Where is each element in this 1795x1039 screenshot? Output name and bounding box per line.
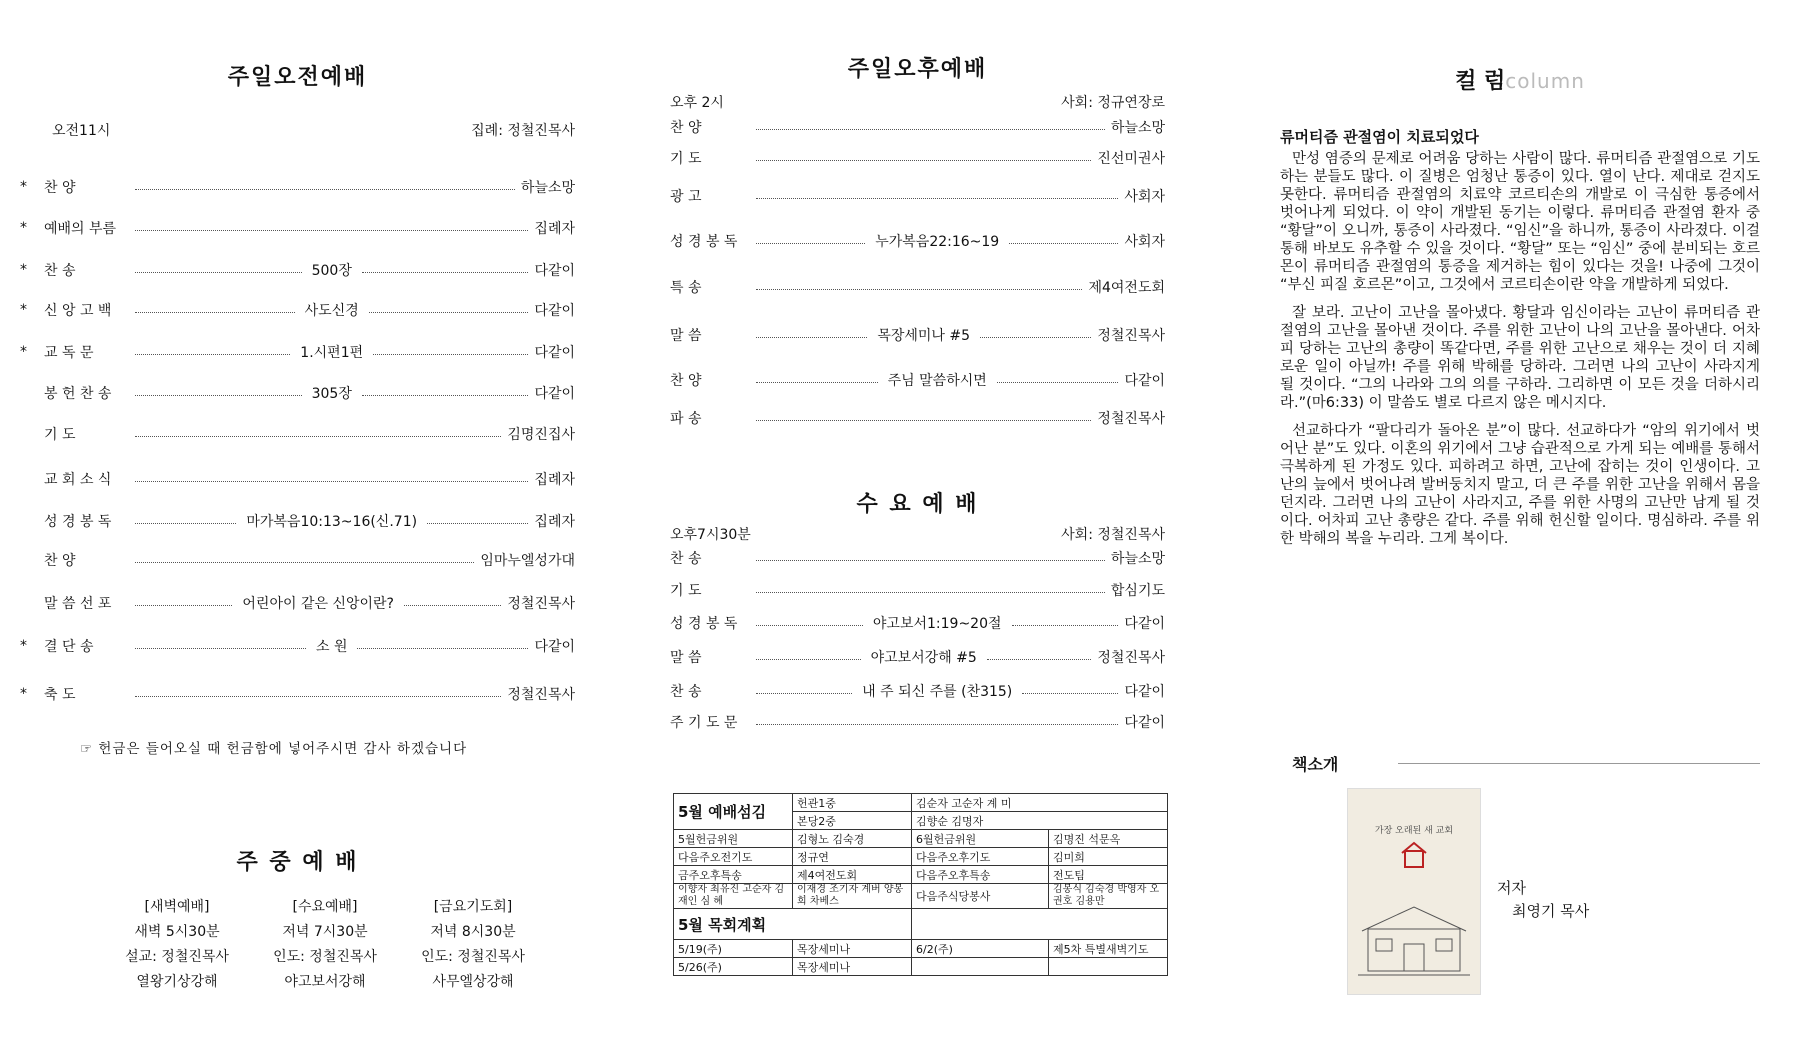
order-leader: 임마누엘성가대 [480,553,575,569]
table-cell: 다음주오전기도 [674,848,793,866]
order-label: 성 경 봉 독 [44,514,112,530]
offering-note: ☞ 헌금은 들어오실 때 헌금함에 넣어주시면 감사 하겠습니다 [80,741,468,757]
order-row [670,712,1165,732]
serve-title: 5월 예배섬김 [674,794,793,830]
order-detail: 1.시편1편 [300,345,364,361]
table-cell: 이향자 최유진 고순자 김재인 심 혜 [674,884,793,909]
table-cell: 전도팀 [1049,866,1168,884]
order-leader: 김명진집사 [507,427,575,443]
author-label: 저자 [1497,879,1526,897]
order-detail: 내 주 되신 주를 (찬315) [862,684,1013,700]
plan-title: 5월 목회계획 [674,909,912,940]
service-roster-table [673,793,1168,976]
weekday-service [398,895,548,995]
table-cell: 다음주식당봉사 [912,884,1049,909]
weekday-lead: 설교: 정철진목사 [125,949,229,965]
order-label: 기 도 [670,151,702,167]
order-label: 기 도 [44,427,76,443]
weekday-head: [새벽예배] [144,899,210,915]
table-cell: 김향순 김명자 [912,812,1168,830]
stand-marker: * [20,344,27,360]
leader-dots [756,289,1082,290]
order-leader: 다같이 [1124,616,1165,632]
book-intro-label: 책소개 [1292,755,1339,774]
leader-dots [756,560,1105,561]
order-row [20,593,575,613]
table-cell [912,958,1049,976]
leader-dots [756,243,865,244]
leader-dots [756,693,852,694]
order-label: 찬 양 [44,180,76,196]
leader-dots [987,659,1092,660]
leader-dots [756,382,878,383]
leader-dots [135,354,290,355]
order-row [20,260,575,280]
wednesday-time: 오후7시30분 [670,527,751,543]
order-label: 찬 양 [44,553,76,569]
afternoon-title: 주일오후예배 [847,57,988,82]
leader-dots [135,605,232,606]
order-label: 예배의 부름 [44,221,117,237]
stand-marker: * [20,179,27,195]
wednesday-title: 수 요 예 배 [856,492,979,517]
morning-time: 오전11시 [52,123,111,139]
leader-dots [404,605,501,606]
essay-paragraph: 선교하다가 “팔다리가 돌아온 분”이 많다. 선교하다가 “암의 위기에서 벗어난 분”도 있다. 이혼의 위기에서 그냥 습관적으로 가게 되는 예배를 통해서 극복하게 된 가정도 있다. 피하려고 하면, 고난에 잡히는 것이 인생이다. 고난의 늪에서 벗어나려 발버둥치지 말고, 더 큰 주를 위한 고난을 위해서 몸을 던지라. 그러면 나의 고난이 사라지고, 주를 위한 사명의 고난만 남게 될 것이다. 어차피 고난 총량은 같다. 주를 위해 헌신할 일이다. 명심하라. 주를 위한 박해의 복을 누리라. 그게 복이다. [1280,423,1760,547]
weekday-lead: 인도: 정철진목사 [273,949,377,965]
weekday-service [250,895,400,995]
order-row [20,511,575,531]
leader-dots [135,272,302,273]
order-label: 교 독 문 [44,345,94,361]
order-row [670,613,1165,633]
leader-dots [135,562,474,563]
order-row [670,231,1165,251]
weekday-text: 야고보서강해 [284,974,366,990]
order-leader: 하늘소망 [520,180,575,196]
order-leader: 정철진목사 [1097,411,1165,427]
order-row [20,177,575,197]
order-row [670,408,1165,428]
table-cell: 이재경 조기자 계버 양봉희 차베스 [793,884,912,909]
order-label: 파 송 [670,411,702,427]
leader-dots [980,337,1091,338]
order-leader: 다같이 [534,386,576,402]
leader-dots [135,230,528,231]
table-cell: 다음주오후기도 [912,848,1049,866]
order-leader: 합심기도 [1110,583,1165,599]
table-cell: 5월헌금위원 [674,830,793,848]
table-cell: 5/26(주) [674,958,793,976]
order-label: 결 단 송 [44,639,94,655]
order-label: 찬 송 [44,263,76,279]
leader-dots [135,312,295,313]
order-label: 성 경 봉 독 [670,616,738,632]
order-detail: 어린아이 같은 신앙이란? [242,596,394,612]
order-row [20,636,575,656]
order-detail: 목장세미나 #5 [877,328,971,344]
leader-dots [357,648,528,649]
order-leader: 사회자 [1124,189,1165,205]
leader-dots [756,160,1091,161]
order-label: 광 고 [670,189,702,205]
order-row [20,684,575,704]
weekday-text: 열왕기상강해 [136,974,218,990]
table-cell: 6월헌금위원 [912,830,1049,848]
leader-dots [135,189,515,190]
leader-dots [362,395,529,396]
order-label: 주 기 도 문 [670,715,738,731]
order-label: 찬 송 [670,684,702,700]
leader-dots [135,436,501,437]
stand-marker: * [20,220,27,236]
order-leader: 하늘소망 [1110,551,1165,567]
order-detail: 야고보서강해 #5 [870,650,977,666]
order-leader: 집례자 [534,514,575,530]
weekday-title: 주 중 예 배 [236,850,359,875]
table-cell [912,909,1168,940]
order-leader: 다같이 [1124,715,1165,731]
weekday-lead: 인도: 정철진목사 [421,949,525,965]
order-label: 찬 양 [670,120,702,136]
essay-title: 류머티즘 관절염이 치료되었다 [1280,128,1479,146]
table-cell: 김순자 고순자 계 미 [912,794,1168,812]
order-leader: 정철진목사 [507,687,575,703]
book-cover-title: 가장 오래된 새 교회 [1374,826,1454,836]
order-label: 말 씀 [670,328,702,344]
order-row [670,370,1165,390]
order-row [20,342,575,362]
order-leader: 하늘소망 [1110,120,1165,136]
order-label: 찬 송 [670,551,702,567]
table-cell: 제4여전도회 [793,866,912,884]
leader-dots [135,481,528,482]
column-title-en: column [1505,69,1585,93]
table-cell: 김봉식 김숙경 박영자 오권호 김용만 [1049,884,1168,909]
order-leader: 제4여전도회 [1088,280,1165,296]
leader-dots [756,592,1105,593]
leader-dots [135,523,236,524]
order-leader: 정철진목사 [1097,650,1166,666]
order-row [20,383,575,403]
order-row [670,148,1165,168]
order-row [20,424,575,444]
leader-dots [756,625,863,626]
order-leader: 집례자 [534,472,575,488]
table-cell: 목장세미나 [793,940,912,958]
order-leader: 다같이 [534,303,575,319]
table-cell: 김명진 석문옥 [1049,830,1168,848]
afternoon-officiant: 사회: 정규연장로 [1061,95,1165,111]
table-cell: 5/19(주) [674,940,793,958]
order-row [20,300,575,320]
order-row [670,548,1165,568]
morning-title: 주일오전예배 [227,65,368,90]
order-row [20,469,575,489]
leader-dots [1022,693,1118,694]
order-detail: 소 원 [315,639,348,655]
leader-dots [756,198,1118,199]
leader-dots [362,272,529,273]
wednesday-officiant: 사회: 정철진목사 [1061,527,1165,543]
table-cell: 목장세미나 [793,958,912,976]
order-row [670,647,1165,667]
essay-body [1280,150,1760,558]
afternoon-time: 오후 2시 [670,95,724,111]
order-label: 봉 헌 찬 송 [44,386,112,402]
weekday-time: 저녁 7시30분 [282,924,368,940]
order-label: 신 앙 고 백 [44,303,112,319]
table-cell: 다음주오후특송 [912,866,1049,884]
weekday-time: 새벽 5시30분 [134,924,220,940]
weekday-text: 사무엘상강해 [432,974,514,990]
leader-dots [756,337,867,338]
order-label: 교 회 소 식 [44,472,112,488]
order-detail: 500장 [311,263,352,279]
stand-marker: * [20,686,27,702]
table-cell: 헌관1중 [793,794,912,812]
leader-dots [756,129,1105,130]
order-detail: 누가복음22:16~19 [875,234,1000,250]
leader-dots [373,354,528,355]
leader-dots [1012,625,1119,626]
leader-dots [369,312,529,313]
table-cell [1049,958,1168,976]
order-leader: 정철진목사 [1097,328,1165,344]
order-detail: 주님 말씀하시면 [887,373,987,389]
leader-dots [135,395,302,396]
order-label: 특 송 [670,280,702,296]
order-row [670,117,1165,137]
order-row [20,550,575,570]
table-cell: 제5차 특별새벽기도 [1049,940,1168,958]
order-leader: 사회자 [1124,234,1166,250]
leader-dots [135,696,501,697]
order-row [20,218,575,238]
table-cell: 본당2중 [793,812,912,830]
order-detail: 사도신경 [304,303,359,319]
essay-paragraph: 잘 보라. 고난이 고난을 몰아냈다. 황달과 임신이라는 고난이 류머티즘 관절염의 고난을 몰아낸 것이다. 주를 위한 고난이 나의 고난을 몰아낸다. 어차피 당하는 고난의 총량이 똑같다면, 주를 위한 고난으로 채우는 것이 더 지혜로운 일이 아닐까! 주를 위해 박해를 당하라. 그러면 나의 고난이 사라지게 될 것이다. “그의 나라와 그의 의를 구하라. 그리하면 이 모든 것을 더하시리라.”(마6:33) 이 말씀도 별로 다르지 않은 메시지다. [1280,305,1760,411]
order-leader: 다같이 [1124,373,1166,389]
column-title: 컬 럼 [1455,69,1506,94]
order-row [670,580,1165,600]
order-row [670,325,1165,345]
leader-dots [135,648,306,649]
order-row [670,681,1165,701]
table-cell: 금주오후특송 [674,866,793,884]
book-cover [1347,788,1481,995]
stand-marker: * [20,302,27,318]
order-label: 찬 양 [670,373,702,389]
order-label: 말 씀 [670,650,702,666]
morning-officiant: 집례: 정철진목사 [471,123,575,139]
order-row [670,277,1165,297]
book-cover-art [1348,789,1480,994]
order-leader: 정철진목사 [507,596,576,612]
order-detail: 야고보서1:19~20절 [872,616,1002,632]
order-detail: 마가복음10:13~16(신.71) [246,514,418,530]
leader-dots [756,659,861,660]
order-leader: 다같이 [534,639,576,655]
stand-marker: * [20,262,27,278]
order-leader: 다같이 [1124,684,1166,700]
essay-paragraph: 만성 염증의 문제로 어려움 당하는 사람이 많다. 류머티즘 관절염으로 기도하는 분들도 많다. 이 질병은 엄청난 통증이 있다. 열이 난다. 제대로 걷지도 못한다. 류머티즘 관절염의 치료약 코르티손의 개발로 이 극심한 통증에서 벗어나게 되었다. 이 약이 개발된 동기는 이렇다. 류머티즘 관절염 환자 중 “황달”이 오니까, 통증이 사라졌다. “임신”을 하니까, 통증이 사라졌다. 이걸 통해 바보도 유추할 수 있을 것이다. “황달” 또는 “임신” 중에 분비되는 호르몬이 류머티즘 관절염의 통증을 제거하는 힘이 있다는 것을! 나중에 그것이 “부신 피질 호르몬”이고, 그것에서 코르티손이란 약을 개발하게 되었다. [1280,151,1760,293]
order-detail: 305장 [311,386,352,402]
table-cell: 김형노 김숙경 [793,830,912,848]
author-name: 최영기 목사 [1512,902,1590,920]
order-row [670,186,1165,206]
leader-dots [1009,243,1118,244]
leader-dots [756,724,1118,725]
order-label: 말 씀 선 포 [44,596,112,612]
column-heading [1280,64,1760,95]
stand-marker: * [20,638,27,654]
weekday-head: [금요기도회] [433,899,513,915]
weekday-time: 저녁 8시30분 [430,924,516,940]
leader-dots [997,382,1119,383]
order-label: 성 경 봉 독 [670,234,738,250]
leader-dots [427,523,528,524]
order-leader: 다같이 [534,263,576,279]
order-leader: 다같이 [534,345,576,361]
order-leader: 진선미권사 [1097,151,1165,167]
order-label: 기 도 [670,583,702,599]
weekday-service [102,895,252,995]
weekday-head: [수요예배] [292,899,358,915]
table-cell: 정규연 [793,848,912,866]
book-intro-divider [1398,763,1760,764]
table-cell: 김미희 [1049,848,1168,866]
order-label: 축 도 [44,687,76,703]
table-cell: 6/2(주) [912,940,1049,958]
leader-dots [756,420,1091,421]
order-leader: 집례자 [534,221,575,237]
